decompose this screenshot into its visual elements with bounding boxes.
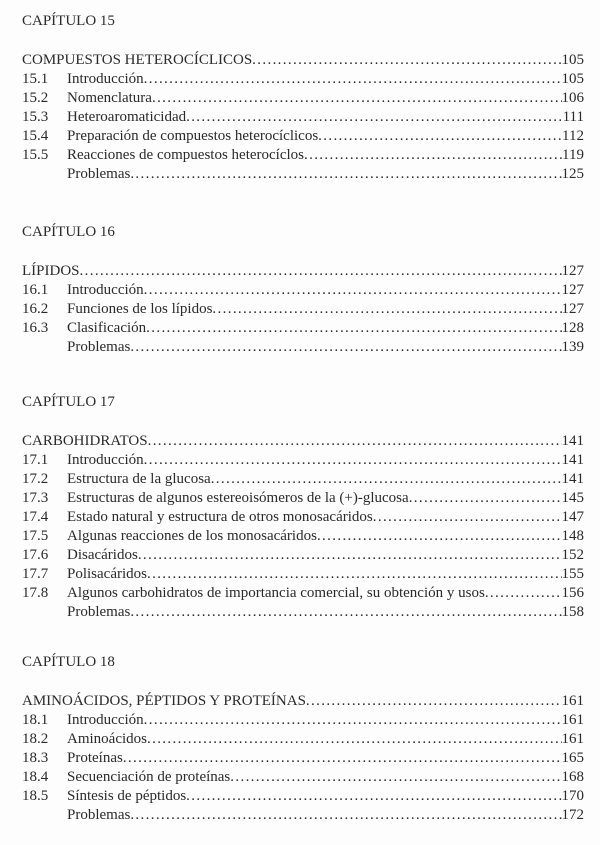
section-title: Introducción (67, 71, 144, 87)
dot-leader (147, 565, 562, 584)
toc-entry[interactable] (22, 127, 584, 146)
toc-entry[interactable] (22, 70, 584, 89)
toc-entry[interactable] (22, 165, 584, 184)
section-number (22, 806, 67, 825)
page-number: 161 (561, 693, 584, 709)
toc-entry[interactable] (22, 546, 584, 565)
chapter-heading: CAPÍTULO 15 (22, 13, 115, 29)
section-number: 18.4 (22, 769, 49, 785)
chapter-heading: CAPÍTULO 17 (22, 394, 115, 410)
section-title: Clasificación (67, 320, 147, 336)
page-number: 145 (561, 490, 584, 506)
dot-leader (230, 768, 561, 787)
toc-entry[interactable] (22, 584, 584, 603)
dot-leader (130, 806, 561, 825)
dot-leader (123, 749, 562, 768)
toc-entry[interactable] (22, 470, 584, 489)
section-title: Nomenclatura (67, 90, 152, 106)
page-number: 141 (561, 433, 584, 449)
dot-leader (144, 711, 562, 730)
toc-entry[interactable] (22, 768, 584, 787)
dot-leader (317, 527, 562, 546)
page-number: 112 (562, 128, 584, 144)
section-title: Estructura de la glucosa (67, 471, 211, 487)
dot-leader (138, 546, 562, 565)
page-number: 111 (562, 109, 584, 125)
page-number: 147 (561, 509, 584, 525)
section-title: Estado natural y estructura de otros monosacáridos (67, 509, 373, 525)
toc-entry[interactable] (22, 451, 584, 470)
dot-leader (186, 787, 561, 806)
chapter-section (22, 223, 584, 357)
section-title: Funciones de los lípidos (67, 301, 213, 317)
dot-leader (212, 300, 561, 319)
section-title: Disacáridos (67, 547, 138, 563)
section-number: 15.2 (22, 90, 49, 106)
dot-leader (130, 338, 561, 357)
section-title: Problemas (67, 604, 131, 620)
section-title: Introducción (67, 712, 144, 728)
toc-entry[interactable] (22, 108, 584, 127)
dot-leader (146, 319, 561, 338)
chapter-heading: CAPÍTULO 16 (22, 224, 115, 240)
section-title: Problemas (67, 166, 131, 182)
toc-entry[interactable] (22, 300, 584, 319)
dot-leader (148, 432, 562, 451)
page-number: 158 (561, 604, 584, 620)
section-number: 15.3 (22, 109, 49, 125)
section-title: Algunas reacciones de los monosacáridos (67, 528, 317, 544)
toc-entry[interactable] (22, 146, 584, 165)
page-number: 128 (561, 320, 584, 336)
section-number: 18.3 (22, 750, 49, 766)
page-number: 168 (561, 769, 584, 785)
toc-entry[interactable] (22, 806, 584, 825)
toc-entry[interactable] (22, 730, 584, 749)
chapter-heading: CAPÍTULO 18 (22, 654, 115, 670)
section-title: Aminoácidos (67, 731, 147, 747)
section-number: 17.7 (22, 566, 49, 582)
dot-leader (409, 489, 562, 508)
dot-leader (130, 165, 561, 184)
section-title: Secuenciación de proteínas (67, 769, 231, 785)
chapter-section (22, 653, 584, 825)
section-number: 17.5 (22, 528, 49, 544)
section-number: 17.1 (22, 452, 49, 468)
section-number: 16.3 (22, 320, 49, 336)
section-title: Proteínas (67, 750, 123, 766)
dot-leader (211, 470, 562, 489)
toc-entry[interactable] (22, 489, 584, 508)
page-number: 139 (561, 339, 584, 355)
section-title: Preparación de compuestos heterocíclicos (67, 128, 319, 144)
section-title: Introducción (67, 452, 144, 468)
page-number: 127 (561, 301, 584, 317)
chapter-title-entry[interactable] (22, 432, 584, 451)
chapter-title: CARBOHIDRATOS (22, 433, 148, 449)
section-number (22, 603, 67, 622)
page-number: 165 (561, 750, 584, 766)
section-number: 15.1 (22, 71, 49, 87)
dot-leader (144, 451, 562, 470)
section-number: 16.1 (22, 282, 49, 298)
page-number: 105 (561, 71, 584, 87)
section-number (22, 165, 67, 184)
toc-entry[interactable] (22, 565, 584, 584)
section-number: 17.2 (22, 471, 49, 487)
page-number: 161 (561, 712, 584, 728)
chapter-section (22, 393, 584, 622)
toc-entry[interactable] (22, 527, 584, 546)
section-title: Algunos carbohidratos de importancia comercial, su obtención y usos (67, 585, 485, 601)
section-number (22, 338, 67, 357)
page-number: 125 (561, 166, 584, 182)
section-number: 17.3 (22, 490, 49, 506)
section-number: 17.6 (22, 547, 49, 563)
toc-entry[interactable] (22, 319, 584, 338)
page-number: 161 (561, 731, 584, 747)
section-title: Problemas (67, 807, 131, 823)
chapter-title: COMPUESTOS HETEROCÍCLICOS (22, 52, 253, 68)
page-number: 119 (562, 147, 584, 163)
toc-entry[interactable] (22, 508, 584, 527)
page-number: 127 (561, 263, 584, 279)
toc-entry[interactable] (22, 603, 584, 622)
dot-leader (147, 730, 562, 749)
chapter-title: LÍPIDOS (22, 263, 80, 279)
page-number: 155 (561, 566, 584, 582)
section-number: 16.2 (22, 301, 49, 317)
section-title: Introducción (67, 282, 144, 298)
dot-leader (373, 508, 562, 527)
toc-entry[interactable] (22, 89, 584, 108)
section-number: 15.5 (22, 147, 49, 163)
section-title: Heteroaromaticidad (67, 109, 187, 125)
dot-leader (144, 281, 562, 300)
page-number: 141 (561, 471, 584, 487)
chapter-title-entry[interactable] (22, 51, 584, 70)
section-title: Problemas (67, 339, 131, 355)
section-number: 15.4 (22, 128, 49, 144)
toc-entry[interactable] (22, 787, 584, 806)
chapter-title-entry[interactable] (22, 262, 584, 281)
page-number: 152 (561, 547, 584, 563)
section-number: 18.2 (22, 731, 49, 747)
dot-leader (186, 108, 563, 127)
section-title: Estructuras de algunos estereoisómeros de la (+)-glucosa (67, 490, 409, 506)
chapter-section (22, 12, 584, 184)
dot-leader (152, 89, 562, 108)
section-number: 17.4 (22, 509, 49, 525)
section-number: 18.1 (22, 712, 49, 728)
page-number: 148 (561, 528, 584, 544)
dot-leader (144, 70, 562, 89)
dot-leader (485, 584, 562, 603)
toc-entry[interactable] (22, 338, 584, 357)
page-number: 106 (561, 90, 584, 106)
page-number: 141 (561, 452, 584, 468)
dot-leader (80, 262, 562, 281)
toc-entry[interactable] (22, 711, 584, 730)
section-number: 17.8 (22, 585, 49, 601)
dot-leader (306, 692, 562, 711)
page-number: 170 (561, 788, 584, 804)
page-number: 172 (561, 807, 584, 823)
toc-entry[interactable] (22, 281, 584, 300)
dot-leader (318, 127, 562, 146)
dot-leader (252, 51, 561, 70)
dot-leader (304, 146, 562, 165)
dot-leader (130, 603, 561, 622)
section-number: 18.5 (22, 788, 49, 804)
page-number: 127 (561, 282, 584, 298)
section-title: Polisacáridos (67, 566, 147, 582)
page-number: 105 (561, 52, 584, 68)
chapter-title-entry[interactable] (22, 692, 584, 711)
toc-entry[interactable] (22, 749, 584, 768)
section-title: Síntesis de péptidos (67, 788, 187, 804)
section-title: Reacciones de compuestos heterocíclos (67, 147, 304, 163)
chapter-title: AMINOÁCIDOS, PÉPTIDOS Y PROTEÍNAS (22, 693, 306, 709)
page-number: 156 (561, 585, 584, 601)
